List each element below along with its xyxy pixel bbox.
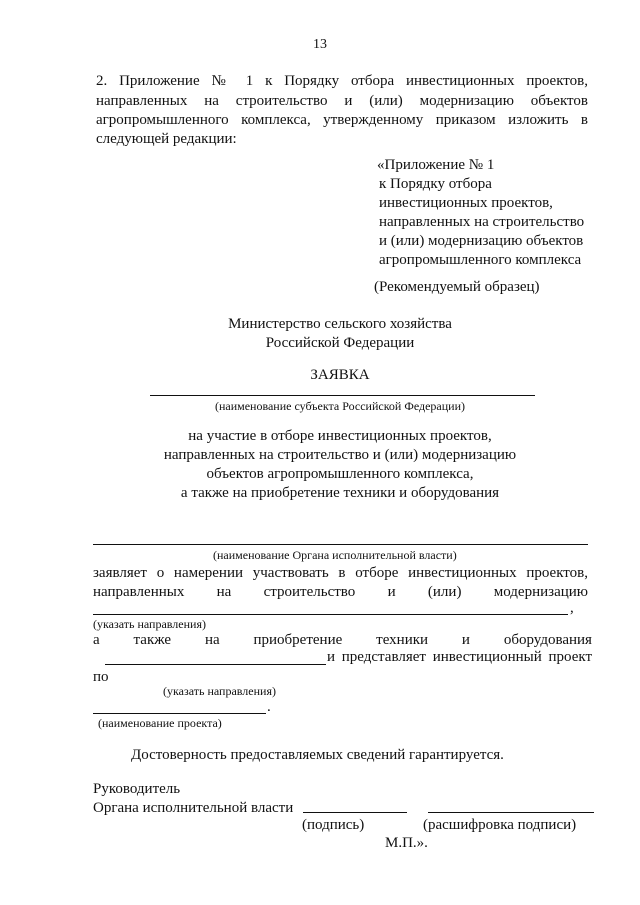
subject-field-line[interactable] xyxy=(150,395,535,396)
stamp-mark: М.П.». xyxy=(385,835,428,851)
authority-field-line[interactable] xyxy=(93,544,588,545)
word: и xyxy=(387,584,396,600)
appendix-line-3: инвестиционных проектов, xyxy=(379,195,553,211)
page-number: 13 xyxy=(313,37,327,52)
word: также xyxy=(133,632,172,648)
declares-line-1: заявляет о намерении участвовать в отборе инвестиционных проектов, xyxy=(93,565,588,581)
participation-line-4: а также на приобретение техники и оборудования xyxy=(180,485,500,501)
subject-caption: (наименование субъекта Российской Федерации) xyxy=(214,399,466,413)
word: на xyxy=(204,632,220,648)
participation-line-2: направленных на строительство и (или) модернизацию xyxy=(163,447,517,463)
appendix-line-1: «Приложение № 1 xyxy=(377,157,495,173)
word: (или) xyxy=(427,584,462,600)
intro-line-4: следующей редакции: xyxy=(96,131,237,147)
decoding-caption: (расшифровка подписи) xyxy=(423,817,577,833)
period: . xyxy=(267,699,271,715)
appendix-line-2: к Порядку отбора xyxy=(379,176,492,192)
decoding-field-line[interactable] xyxy=(428,812,594,813)
appendix-line-6: агропромышленного комплекса xyxy=(379,252,582,268)
appendix-line-5: и (или) модернизацию объектов xyxy=(379,233,584,249)
direction-field-line[interactable] xyxy=(93,614,568,615)
ministry-line-2: Российской Федерации xyxy=(265,335,415,351)
declares-line-2 xyxy=(93,583,588,601)
also-line xyxy=(93,631,592,649)
word: а xyxy=(93,632,100,648)
form-title: ЗАЯВКА xyxy=(310,367,370,383)
presents-text: и представляет инвестиционный проект xyxy=(327,649,592,665)
word: направленных xyxy=(93,584,185,600)
participation-line-3: объектов агропромышленного комплекса, xyxy=(206,466,474,482)
comma: , xyxy=(570,600,574,616)
equipment-field-line[interactable] xyxy=(105,664,326,665)
appendix-line-4: направленных на строительство xyxy=(379,214,585,230)
reliability-text: Достоверность предоставляемых сведений гарантируется. xyxy=(131,747,504,763)
word: техники xyxy=(376,632,429,648)
participation-line-1: на участие в отборе инвестиционных проектов, xyxy=(188,428,492,444)
ministry-line-1: Министерство сельского хозяйства xyxy=(228,316,452,332)
head-line-2: Органа исполнительной власти xyxy=(93,800,294,816)
authority-caption: (наименование Органа исполнительной власти) xyxy=(213,548,457,562)
head-line-1: Руководитель xyxy=(93,781,181,797)
intro-line-2: направленных на строительство и (или) модернизацию объектов xyxy=(96,93,588,109)
recommended-sample: (Рекомендуемый образец) xyxy=(374,279,540,295)
intro-line-3: агропромышленного комплекса, утвержденному приказом изложить в xyxy=(96,112,588,128)
word: строительство xyxy=(263,584,356,600)
word: оборудования xyxy=(503,632,592,648)
word: модернизацию xyxy=(493,584,588,600)
project-caption: (наименование проекта) xyxy=(98,716,222,730)
signature-field-line[interactable] xyxy=(303,812,407,813)
project-field-line[interactable] xyxy=(93,713,266,714)
word: и xyxy=(461,632,470,648)
word: на xyxy=(216,584,232,600)
word: приобретение xyxy=(253,632,343,648)
intro-line-1: 2. Приложение № 1 к Порядку отбора инвестиционных проектов, xyxy=(96,73,588,89)
direction-caption: (указать направления) xyxy=(93,617,206,631)
signature-caption: (подпись) xyxy=(302,817,365,833)
po-text: по xyxy=(93,669,109,685)
direction-caption-2: (указать направления) xyxy=(163,684,276,698)
